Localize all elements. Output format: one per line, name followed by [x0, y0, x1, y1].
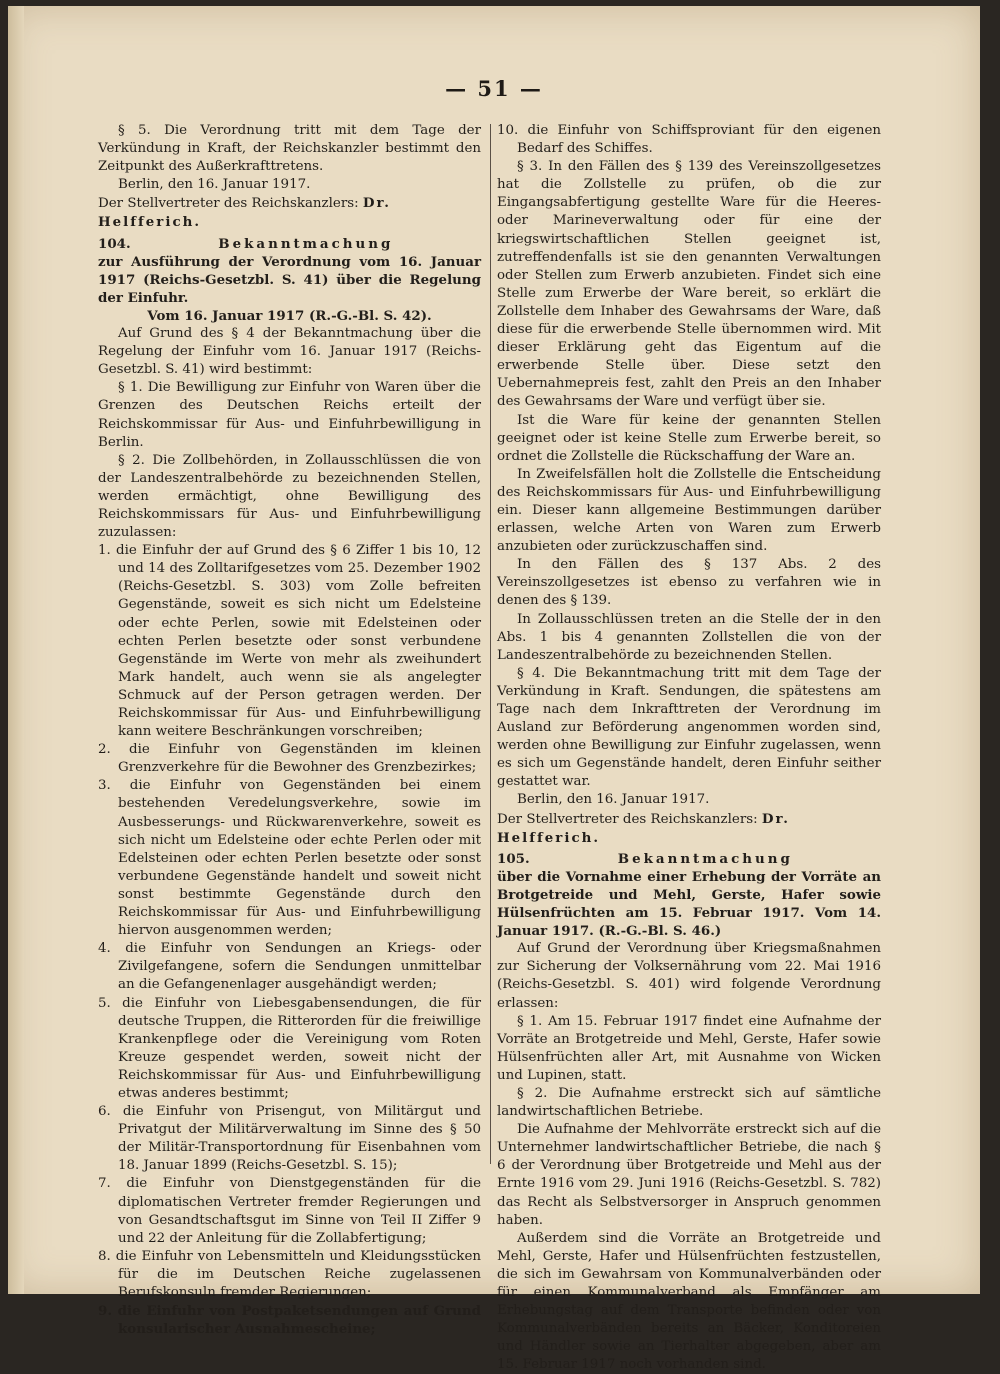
section-subtitle: zur Ausführung der Verordnung vom 16. Januar 1917 (Reichs-Gesetzbl. S. 41) über die Regelung der Einfuhr. — [98, 253, 481, 306]
paragraph: Ist die Ware für keine der genannten Stellen geeignet oder ist keine Stelle zum Erwerbe bereit, so ordnet die Zollstelle die Rückschaffung der Ware an. — [497, 412, 881, 464]
paragraph: In den Fällen des § 137 Abs. 2 des Vereinszollgesetzes ist ebenso zu verfahren wie in denen des § 139. — [497, 557, 881, 609]
paragraph-s2: § 2. Die Aufnahme erstreckt sich auf sämtliche landwirtschaftlichen Betriebe. — [497, 1085, 881, 1120]
paragraph-s4: § 4. Die Bekanntmachung tritt mit dem Tage der Verkündung in Kraft. Sendungen, die spätestens am Tage nach dem Inkrafttreten der Verordnung im Ausland zur Beförderung angenommen worden sind, werden ohne Bewilligung zur Einfuhr zugelassen, wenn es sich um Gegenstände handelt, deren Einfuhr seither gestattet war. — [497, 665, 881, 790]
section-title: Bekanntmachung — [617, 850, 793, 867]
paragraph-s2: § 2. Die Zollbehörden, in Zollausschlüssen die von der Landeszentralbehörde zu bezeichnenden Stellen, werden ermächtigt, ohne Bewilligung des Reichskommissars für Aus- und Einfuhrbewilligung zuzulassen: — [98, 452, 481, 541]
intro-paragraph: Auf Grund des § 4 der Bekanntmachung über die Regelung der Einfuhr vom 16. Januar 1917 (Reichs-Gesetzbl. S. 41) wird bestimmt: — [98, 326, 481, 378]
list-item: 3. die Einfuhr von Gegenständen bei einem bestehenden Veredelungsverkehre, sowie im Ausbesserungs- und Rückwarenverkehre, soweit es sich nicht um Edelsteine oder echte Perlen oder mit Edelsteinen oder echten Perlen besetzte oder sonst verbundene Gegenstände handelt und soweit nicht sonst bestimmte Gegenstände durch den Reichskommissar für Aus- und Einfuhrbewilligung hiervon ausgenommen werden; — [98, 778, 481, 939]
section-number: 104. — [98, 235, 131, 252]
section-heading-104 — [98, 235, 481, 253]
list-item: 4. die Einfuhr von Sendungen an Kriegs- oder Zivilgefangene, sofern die Sendungen unmittelbar an die Gefangenenlager ausgehändigt werden; — [98, 941, 481, 993]
list-item: 2. die Einfuhr von Gegenständen im kleinen Grenzverkehre für die Bewohner des Grenzbezirkes; — [98, 742, 481, 776]
section-heading-105 — [497, 850, 881, 868]
section-subtitle: über die Vornahme einer Erhebung der Vorräte an Brotgetreide und Mehl, Gerste, Hafer sowie Hülsenfrüchten am 15. Februar 1917. Vom 14. Januar 1917. (R.-G.-Bl. S. 46.) — [497, 868, 881, 940]
signature-name: Dr. Helfferich. — [497, 810, 790, 846]
paragraph-s5: § 5. Die Verordnung tritt mit dem Tage der Verkündung in Kraft, der Reichskanzler bestimmt den Zeitpunkt des Außerkrafttretens. — [98, 123, 481, 175]
date-line: Berlin, den 16. Januar 1917. — [118, 177, 311, 193]
paragraph-s1: § 1. Am 15. Februar 1917 findet eine Aufnahme der Vorräte an Brotgetreide und Mehl, Gerste, Hafer sowie Hülsenfrüchten aller Art, mit Ausnahme von Wicken und Lupinen, statt. — [497, 1013, 881, 1083]
list-item: 6. die Einfuhr von Prisengut, von Militärgut und Privatgut der Militärverwaltung im Sinne des § 50 der Militär-Transportordnung für Eisenbahnen vom 18. Januar 1899 (Reichs-Gesetzbl. S. 15); — [98, 1104, 481, 1174]
page-number: — 51 — — [445, 76, 543, 101]
left-column — [98, 122, 481, 1338]
section-number: 105. — [497, 850, 530, 867]
signature-line — [497, 810, 881, 848]
section-title: Bekanntmachung — [218, 235, 394, 252]
paragraph-s1: § 1. Die Bewilligung zur Einfuhr von Waren über die Grenzen des Deutschen Reichs erteilt der Reichskommissar für Aus- und Einfuhrbewilligung in Berlin. — [98, 380, 481, 450]
column-divider — [490, 124, 491, 1164]
list-item: 10. die Einfuhr von Schiffsproviant für den eigenen Bedarf des Schiffes. — [497, 123, 881, 157]
paragraph: In Zweifelsfällen holt die Zollstelle die Entscheidung des Reichskommissars für Aus- und Einfuhrbewilligung ein. Dieser kann allgemeine Bestimmungen darüber erlassen, welche Arten von Waren zum Erwerb anzubieten oder zurückzuschaffen sind. — [497, 466, 881, 555]
paragraph: In Zollausschlüssen treten an die Stelle der in den Abs. 1 bis 4 genannten Zollstellen die von der Landeszentralbehörde zu bezeichnenden Stellen. — [497, 611, 881, 663]
intro-paragraph: Auf Grund der Verordnung über Kriegsmaßnahmen zur Sicherung der Volksernährung vom 22. Mai 1916 (Reichs-Gesetzbl. S. 401) wird folgende Verordnung erlassen: — [497, 941, 881, 1011]
right-column — [497, 122, 881, 1374]
signature-line — [98, 194, 481, 232]
paragraph: Außerdem sind die Vorräte an Brotgetreide und Mehl, Gerste, Hafer und Hülsenfrüchten festzustellen, die sich im Gewahrsam von Kommunalverbänden oder für einen Kommunalverband als Empfänger am Erhebungstag auf dem Transporte befinden oder von Kommunalverbänden bereits an Bäcker, Konditoreien und Händler sowie an Tierhalter abgegeben, aber am 15. Februar 1917 noch vorhanden sind. — [497, 1230, 881, 1373]
list-item: 9. die Einfuhr von Postpaketsendungen auf Grund konsularischer Ausnahmescheine; — [98, 1303, 481, 1338]
paragraph-s3: § 3. In den Fällen des § 139 des Vereinszollgesetzes hat die Zollstelle zu prüfen, ob die zur Eingangsabfertigung gestellte Ware für die Heeres- oder Marineverwaltung oder für eine der kriegswirtschaftlichen Stellen geeignet ist, zutreffendenfalls ist sie den genannten Verwaltungen oder Stellen zum Erwerb anzubieten. Findet sich eine Stelle zum Erwerbe der Ware bereit, so erklärt die Zollstelle dem Inhaber des Gewahrsams der Ware, daß diese für die erwerbende Stelle übernommen wird. Mit dieser Erklärung geht das Eigentum auf die erwerbende Stelle über. Diese setzt den Uebernahmepreis fest, zahlt den Preis an den Inhaber des Gewahrsams der Ware und verfügt über sie. — [497, 159, 881, 410]
signature-prefix: Der Stellvertreter des Reichskanzlers: — [98, 196, 359, 212]
page-gutter — [8, 6, 24, 1294]
signature-name: Dr. Helfferich. — [98, 195, 391, 231]
list-item: 1. die Einfuhr der auf Grund des § 6 Ziffer 1 bis 10, 12 und 14 des Zolltarifgesetzes vom 25. Dezember 1902 (Reichs-Gesetzbl. S. 303) vom Zolle befreiten Gegenstände, soweit es sich nicht um Edelsteine oder echte Perlen, sowie mit Edelsteinen oder echten Perlen besetzte oder sonst verbundene Gegenstände im Werte von mehr als zweihundert Mark handelt, auch wenn sie als angelegter Schmuck auf der Person getragen werden. Der Reichskommissar für Aus- und Einfuhrbewilligung kann weitere Beschränkungen vorschreiben; — [98, 543, 481, 740]
list-item: 5. die Einfuhr von Liebesgabensendungen, die für deutsche Truppen, die Ritterorden für die freiwillige Krankenpflege oder die Vereinigung vom Roten Kreuze gespendet werden, soweit nicht der Reichskommissar für Aus- und Einfuhrbewilligung etwas anderes bestimmt; — [98, 995, 481, 1101]
document-page — [8, 6, 980, 1373]
list-item: 8. die Einfuhr von Lebensmitteln und Kleidungsstücken für die im Deutschen Reiche zugelassenen Berufskonsuln fremder Regierungen; — [98, 1248, 481, 1300]
date-line: Berlin, den 16. Januar 1917. — [517, 792, 710, 808]
paragraph: Die Aufnahme der Mehlvorräte erstreckt sich auf die Unternehmer landwirtschaftlicher Betriebe, die nach § 6 der Verordnung über Brotgetreide und Mehl aus der Ernte 1916 vom 29. Juni 1916 (Reichs-Gesetzbl. S. 782) das Recht als Selbstversorger in Anspruch genommen haben. — [497, 1122, 881, 1228]
section-date: Vom 16. Januar 1917 (R.-G.-Bl. S. 42). — [147, 307, 432, 324]
signature-prefix: Der Stellvertreter des Reichskanzlers: — [497, 811, 758, 827]
list-item: 7. die Einfuhr von Dienstgegenständen für die diplomatischen Vertreter fremder Regierungen und von Gesandtschaftsgut im Sinne von Teil II Ziffer 9 und 22 der Anleitung für die Zollabfertigung; — [98, 1176, 481, 1246]
